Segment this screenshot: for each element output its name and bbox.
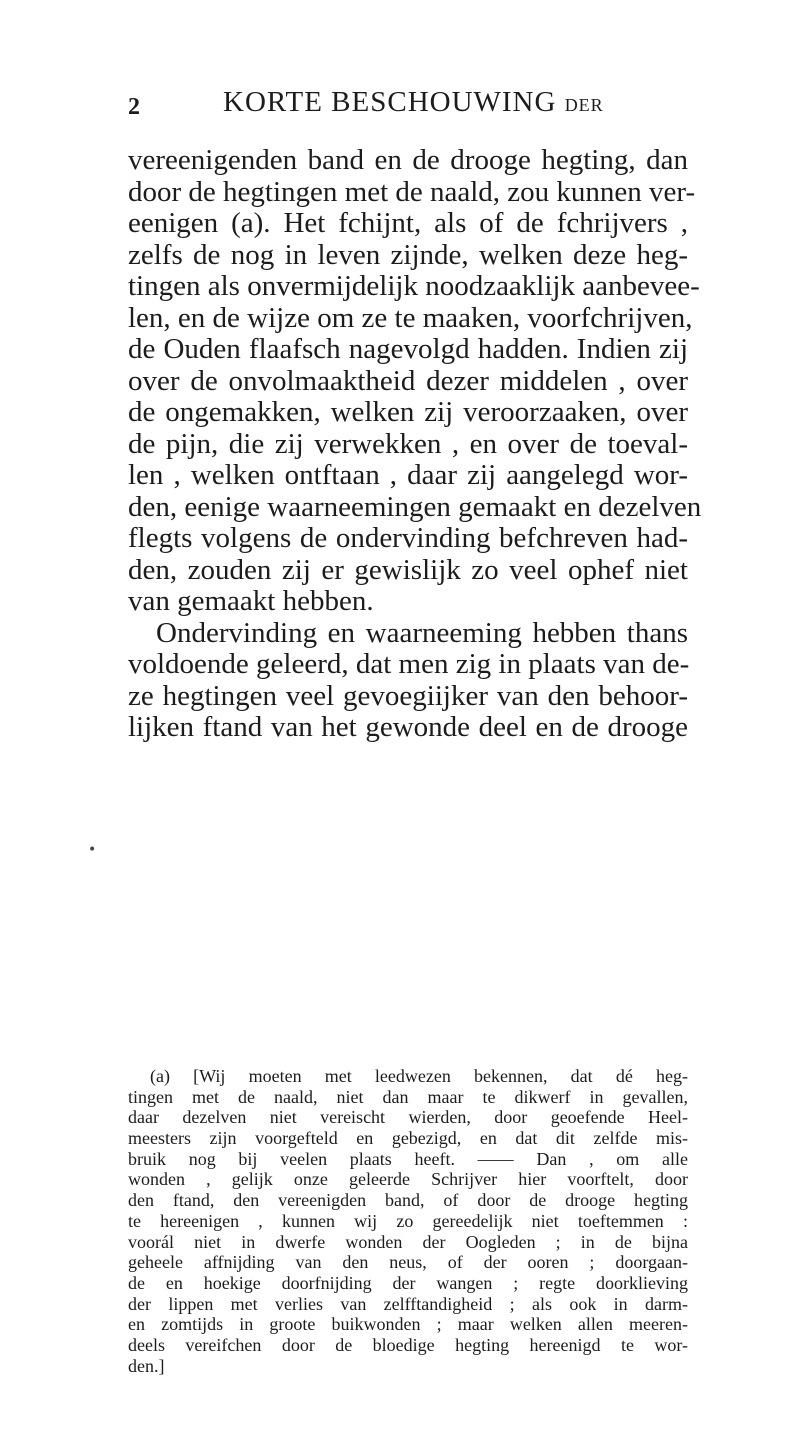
footnote-line: deels vereifchen door de bloedige hegting hereenigd te wor-	[128, 1334, 688, 1355]
footnote-line: den.]	[128, 1355, 165, 1376]
body-line: over de onvolmaaktheid dezer middelen , over	[128, 364, 688, 397]
body-line: eenigen (a). Het fchijnt, als of de fchrijvers ,	[128, 207, 688, 239]
body-line: den, zouden zij er gewislijk zo veel ophef niet	[128, 553, 688, 586]
footnote-line: den ftand, den vereenigden band, of door de drooge hegting	[128, 1190, 688, 1211]
footnote-line: en zomtijds in groote buikwonden ; maar welken allen meeren-	[128, 1314, 688, 1335]
body-line: len, en de wijze om ze te maaken, voorfchrijven,	[128, 301, 693, 334]
footnote	[128, 1066, 688, 1376]
footnote-line: tingen met de naald, niet dan maar te dikwerf in gevallen,	[128, 1086, 688, 1107]
body-line: Ondervinding en waarneeming hebben thans	[156, 616, 688, 649]
running-head-main: KORTE BESCHOUWING	[223, 86, 557, 118]
body-line: den, eenige waarneemingen gemaakt en dezelven	[128, 490, 702, 523]
body-line: tingen als onvermijdelijk noodzaaklijk aanbevee-	[128, 270, 700, 302]
body-text	[128, 144, 702, 744]
running-head-small: DER	[564, 95, 604, 115]
body-line: vereenigenden band en de drooge hegting, dan	[128, 144, 688, 176]
body-line: de pijn, die zij verwekken , en over de toeval-	[128, 427, 688, 460]
body-line: ze hegtingen veel gevoegiijker van den behoor-	[128, 679, 688, 712]
footnote-line: bruik nog bij veelen plaats heeft. —— Dan , om alle	[128, 1148, 688, 1169]
footnote-line: der lippen met verlies van zelfftandigheid ; als ook in darm-	[128, 1293, 688, 1314]
body-line: flegts volgens de ondervinding befchreven had-	[128, 522, 688, 554]
footnote-line: wonden , gelijk onze geleerde Schrijver hier voorftelt, door	[128, 1169, 688, 1190]
page-header	[128, 86, 688, 126]
footnote-line: voorál niet in dwerfe wonden der Oogleden ; in de bijna	[128, 1231, 688, 1252]
body-line: van gemaakt hebben.	[128, 585, 374, 617]
body-line: door de hegtingen met de naald, zou kunnen ver-	[128, 175, 696, 208]
body-line: de ongemakken, welken zij veroorzaaken, over	[128, 396, 688, 428]
body-line: zelfs de nog in leven zijnde, welken deze heg-	[128, 238, 688, 271]
body-line: de Ouden flaafsch nagevolgd hadden. Indien zij	[128, 333, 688, 365]
footnote-line: de en hoekige doorfnijding der wangen ; regte doorklieving	[128, 1272, 688, 1293]
footnote-line: geheele affnijding van den neus, of der ooren ; doorgaan-	[128, 1252, 688, 1273]
margin-mark: •	[88, 842, 97, 858]
footnote-line: (a) [Wij moeten met leedwezen bekennen, dat dé heg-	[150, 1066, 688, 1086]
footnote-line: te hereenigen , kunnen wij zo gereedelijk niet toeftemmen :	[128, 1210, 688, 1231]
body-line: len , welken ontftaan , daar zij aangelegd wor-	[128, 459, 688, 491]
footnote-line: daar dezelven niet vereischt wierden, door geoefende Heel-	[128, 1107, 688, 1128]
running-head	[223, 86, 604, 119]
footnote-line: meesters zijn voorgefteld en gebezigd, en dat dit zelfde mis-	[128, 1128, 688, 1149]
body-line: lijken ftand van het gewonde deel en de drooge	[128, 711, 688, 743]
page-number: 2	[128, 94, 140, 120]
body-line: voldoende geleerd, dat men zig in plaats van de-	[128, 648, 690, 680]
